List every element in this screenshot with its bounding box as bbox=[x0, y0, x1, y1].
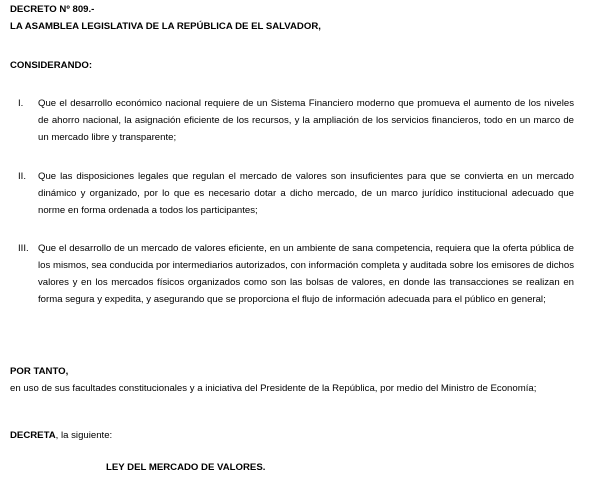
decree-number: DECRETO Nº 809.- bbox=[10, 4, 95, 15]
decreta-label: DECRETA bbox=[10, 430, 56, 441]
assembly-heading: LA ASAMBLEA LEGISLATIVA DE LA REPÚBLICA DE EL SALVADOR, bbox=[10, 21, 321, 32]
item-text: Que el desarrollo económico nacional requiere de un Sistema Financiero moderno que promueva el aumento de los niveles de ahorro nacional, la asignación eficiente de los recursos, y la ampliación de los servicios financieros, todo en un marco de un mercado libre y transparente; bbox=[38, 98, 574, 143]
decreta-line bbox=[10, 430, 112, 442]
considerando-item-2 bbox=[18, 168, 578, 219]
item-number: III. bbox=[18, 243, 29, 254]
decreta-rest: , la siguiente: bbox=[55, 430, 113, 441]
considerando-item-1 bbox=[18, 95, 578, 146]
law-title: LEY DEL MERCADO DE VALORES. bbox=[106, 462, 266, 473]
item-number: I. bbox=[18, 98, 24, 109]
item-text: Que el desarrollo de un mercado de valores eficiente, en un ambiente de sana competencia, requiera que la oferta pública de los mismos, sea conducida por intermediarios autorizados, con información completa y auditada sobre los emisores de dichos valores y en los mercados físicos organizados como son las bolsas de valores, en donde las transacciones se realizan en forma segura y expedita, y asegurando que se proporciona el flujo de información adecuada para el público en general; bbox=[38, 243, 574, 305]
item-number: II. bbox=[18, 171, 26, 182]
por-tanto-heading: POR TANTO, bbox=[10, 366, 69, 377]
por-tanto-text: en uso de sus facultades constitucionales y a iniciativa del Presidente de la República, por medio del Ministro de Economía; bbox=[10, 383, 537, 394]
item-text: Que las disposiciones legales que regulan el mercado de valores son insuficientes para que se convierta en un mercado dinámico y organizado, por lo que es necesario dotar a dicho mercado, de un marco jurídico institucional adecuado que norme en forma ordenada a todos los participantes; bbox=[38, 171, 574, 216]
considerando-item-3 bbox=[18, 240, 578, 308]
considerando-heading: CONSIDERANDO: bbox=[10, 60, 93, 71]
